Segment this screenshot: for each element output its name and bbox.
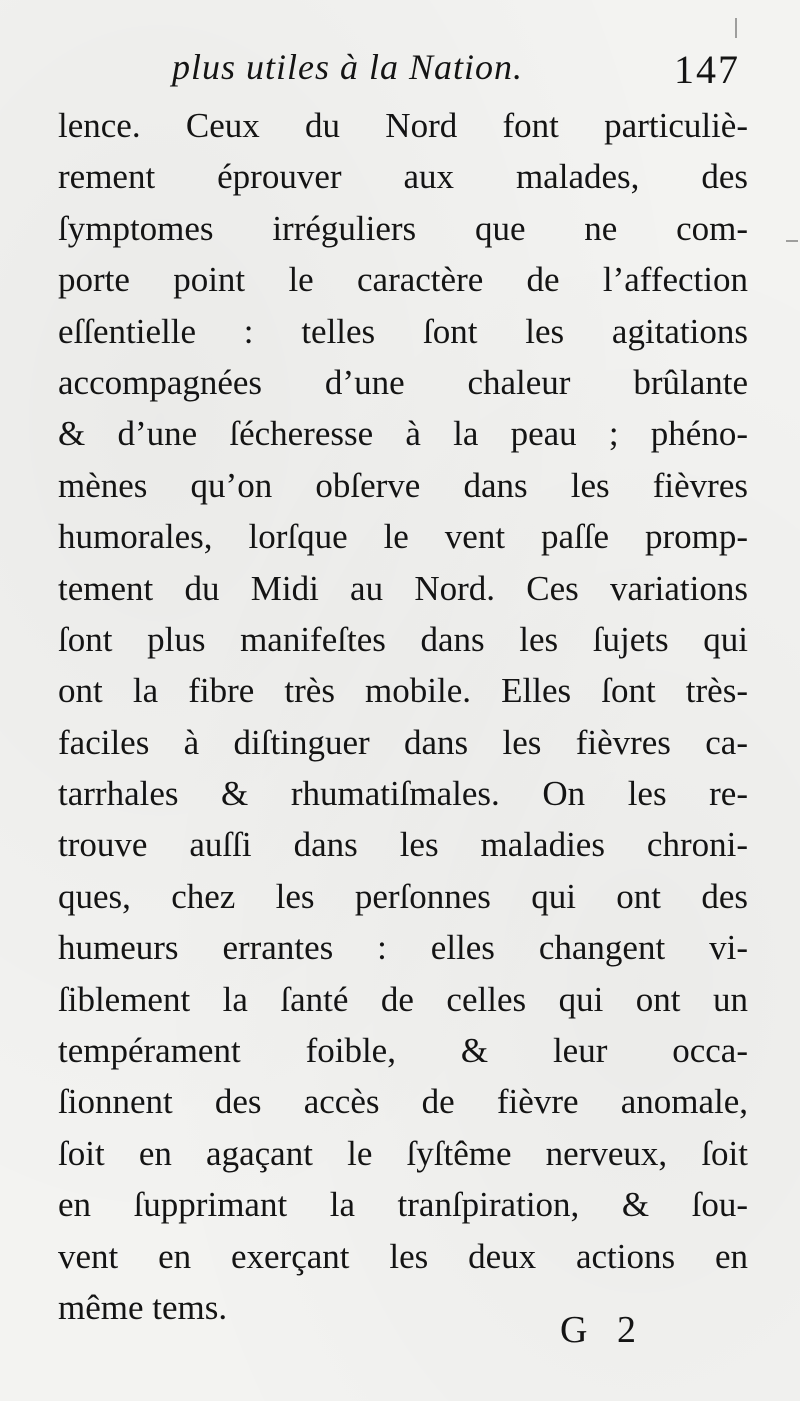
text-line: ſymptomes irréguliers que ne com- xyxy=(58,208,748,248)
signature-mark: G 2 xyxy=(560,1309,646,1351)
text-line: ont la fibre très mobile. Elles ſont très- xyxy=(58,671,748,711)
text-line: ſont plus manifeſtes dans les ſujets qui xyxy=(58,619,748,659)
text-line: lence. Ceux du Nord font particuliè- xyxy=(58,106,748,145)
text-line: mènes qu’on obſerve dans les fièvres xyxy=(58,465,748,505)
text-line: eſſentielle : telles ſont les agitations xyxy=(58,311,748,351)
text-line: vent en exerçant les deux actions en xyxy=(58,1236,748,1276)
text-line: ſionnent des accès de fièvre anomale, xyxy=(58,1082,748,1122)
running-head: plus utiles à la Nation. xyxy=(172,47,524,87)
text-line: faciles à diſtinguer dans les fièvres ca- xyxy=(58,722,748,762)
page-number: 147 xyxy=(674,47,740,92)
text-line: humeurs errantes : elles changent vi- xyxy=(58,928,748,968)
text-line: & d’une ſécheresse à la peau ; phéno- xyxy=(58,414,748,454)
text-line: trouve auſſi dans les maladies chroni- xyxy=(58,825,748,865)
text-line: humorales, lorſque le vent paſſe promp- xyxy=(58,517,748,557)
text-line: en ſupprimant la tranſpiration, & ſou- xyxy=(58,1185,748,1225)
page-edge-mark xyxy=(735,18,737,38)
body-text xyxy=(58,100,748,1333)
text-line: tarrhales & rhumatiſmales. On les re- xyxy=(58,774,748,814)
text-line: ſiblement la ſanté de celles qui ont un xyxy=(58,979,748,1019)
page-edge-mark xyxy=(786,240,798,242)
text-line: tement du Midi au Nord. Ces variations xyxy=(58,568,748,608)
page-header xyxy=(172,46,740,96)
text-line-last: même tems. xyxy=(58,1287,228,1327)
text-line: accompagnées d’une chaleur brûlante xyxy=(58,362,748,402)
text-line: ques, chez les perſonnes qui ont des xyxy=(58,876,748,916)
text-line: ſoit en agaçant le ſyſtême nerveux, ſoit xyxy=(58,1133,748,1173)
text-line: porte point le caractère de l’affection xyxy=(58,260,748,300)
text-line: rement éprouver aux malades, des xyxy=(58,157,748,197)
text-line: tempérament foible, & leur occa- xyxy=(58,1031,748,1071)
